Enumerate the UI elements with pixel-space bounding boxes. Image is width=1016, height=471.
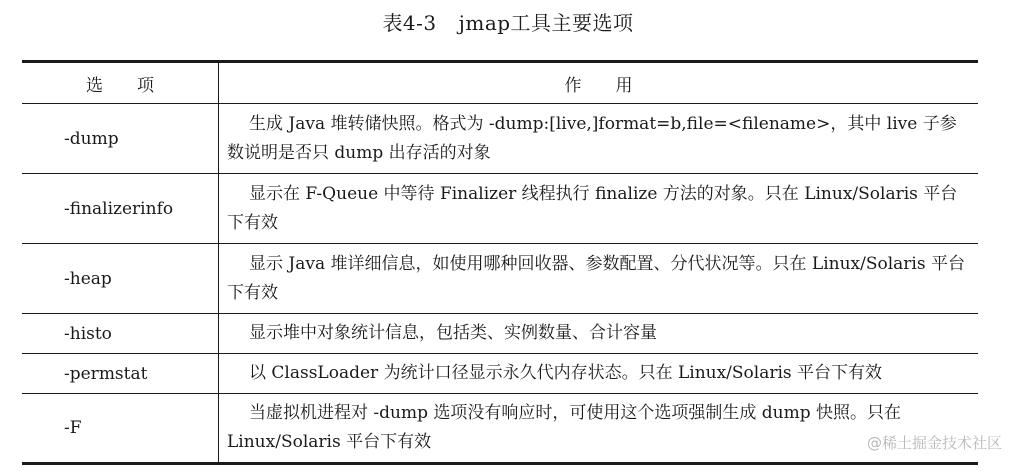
option-name: -finalizerinfo	[22, 174, 219, 244]
option-name: -heap	[22, 244, 219, 314]
option-name: -permstat	[22, 354, 219, 394]
option-description: 显示在 F-Queue 中等待 Finalizer 线程执行 finalize 方法的对象。只在 Linux/Solaris 平台下有效	[227, 183, 958, 233]
header-description: 作 用	[564, 75, 633, 96]
header-option: 选 项	[22, 62, 219, 104]
table-row	[22, 104, 978, 174]
table-row	[22, 354, 978, 394]
table-number: 表4-3	[382, 11, 437, 35]
watermark: @稀土掘金技术社区	[866, 434, 1002, 452]
jmap-options-table	[22, 60, 978, 465]
table-row	[22, 314, 978, 354]
option-description: 显示 Java 堆详细信息，如使用哪种回收器、参数配置、分代状况等。只在 Linux/Solaris 平台下有效	[227, 253, 965, 303]
table-title: jmap工具主要选项	[458, 11, 634, 35]
option-description: 显示堆中对象统计信息，包括类、实例数量、合计容量	[249, 323, 657, 343]
option-description: 生成 Java 堆转储快照。格式为 -dump:[live,]format=b,file=<filename>，其中 live 子参数说明是否只 dump 出存活的对象	[227, 113, 957, 163]
option-description: 以 ClassLoader 为统计口径显示永久代内存状态。只在 Linux/Solaris 平台下有效	[249, 363, 883, 383]
option-name: -dump	[22, 104, 219, 174]
table-row	[22, 174, 978, 244]
table-row	[22, 244, 978, 314]
table-caption	[0, 8, 1016, 38]
table-header-row	[22, 62, 978, 104]
option-description: 当虚拟机进程对 -dump 选项没有响应时，可使用这个选项强制生成 dump 快照。只在 Linux/Solaris 平台下有效	[227, 403, 902, 452]
table-row	[22, 394, 978, 464]
option-name: -histo	[22, 314, 219, 354]
option-name: -F	[22, 394, 219, 464]
